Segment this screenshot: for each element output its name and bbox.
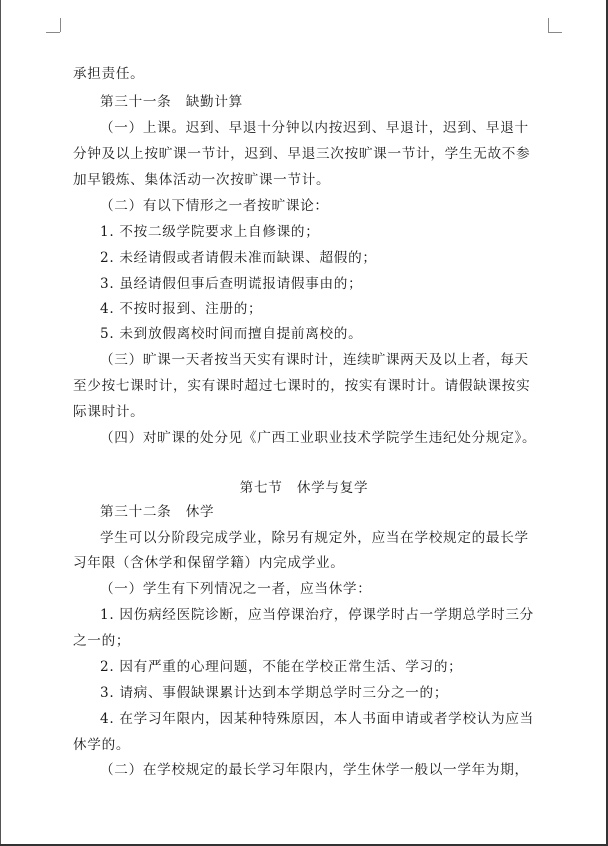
text-line-3: （一）上课。迟到、早退十分钟以内按迟到、早退计，迟到、早退十 bbox=[100, 120, 529, 136]
article-31-heading: 第三十一条 缺勤计算 bbox=[100, 94, 243, 110]
list-item-4: 4. 不按时报到、注册的； bbox=[100, 301, 263, 317]
text-line-19: 习年限（含休学和保留学籍）内完成学业。 bbox=[73, 555, 345, 571]
crop-mark-top-right-h bbox=[548, 32, 562, 33]
list-item-1: 1. 不按二级学院要求上自修课的； bbox=[100, 224, 320, 240]
text-line-1: 承担责任。 bbox=[73, 66, 145, 82]
text-line-12: （三）旷课一天者按当天实有课时计，连续旷课两天及以上者，每天 bbox=[100, 352, 529, 368]
text-line-13: 至少按七课时计，实有课时超过七课时的，按实有课时计。请假缺课按实 bbox=[73, 378, 531, 394]
list-item-2: 2. 未经请假或者请假未准而缺课、超假的； bbox=[100, 250, 377, 266]
text-line-5: 加早锻炼、集体活动一次按旷课一节计。 bbox=[73, 172, 331, 188]
list-item-3: 3. 虽经请假但事后查明谎报请假事由的； bbox=[100, 276, 363, 292]
text-line-26: 休学的。 bbox=[73, 737, 131, 753]
text-line-4: 分钟及以上按旷课一节计，迟到、早退三次按旷课一节计，学生无故不参 bbox=[73, 146, 531, 162]
list-item-1b: 1. 因伤病经医院诊断，应当停课治疗，停课学时占一学期总学时三分 bbox=[100, 607, 534, 623]
section-7-title: 第七节 休学与复学 bbox=[239, 480, 369, 496]
crop-mark-top-left-h bbox=[46, 32, 60, 33]
text-line-6: （二）有以下情形之一者按旷课论： bbox=[100, 198, 329, 214]
list-item-3b: 3. 请病、事假缺课累计达到本学期总学时三分之一的； bbox=[100, 685, 449, 701]
text-line-20: （一）学生有下列情况之一者，应当休学： bbox=[100, 581, 372, 597]
page-left-edge bbox=[0, 0, 1, 846]
text-line-14: 际课时计。 bbox=[73, 404, 145, 420]
article-32-heading: 第三十二条 休学 bbox=[100, 504, 215, 520]
crop-mark-top-left-v bbox=[60, 18, 61, 32]
text-line-27: （二）在学校规定的最长学习年限内，学生休学一般以一学年为期， bbox=[100, 762, 529, 778]
crop-mark-top-right-v bbox=[548, 18, 549, 32]
text-line-22: 之一的； bbox=[73, 633, 131, 649]
list-item-5: 5. 未到放假离校时间而擅自提前离校的。 bbox=[100, 326, 363, 342]
text-line-18: 学生可以分阶段完成学业，除另有规定外，应当在学校规定的最长学 bbox=[100, 530, 529, 546]
list-item-4b: 4. 在学习年限内，因某种特殊原因，本人书面申请或者学校认为应当 bbox=[100, 711, 534, 727]
list-item-2b: 2. 因有严重的心理问题，不能在学校正常生活、学习的； bbox=[100, 659, 463, 675]
text-line-15: （四）对旷课的处分见《广西工业职业技术学院学生违纪处分规定》。 bbox=[100, 430, 537, 446]
